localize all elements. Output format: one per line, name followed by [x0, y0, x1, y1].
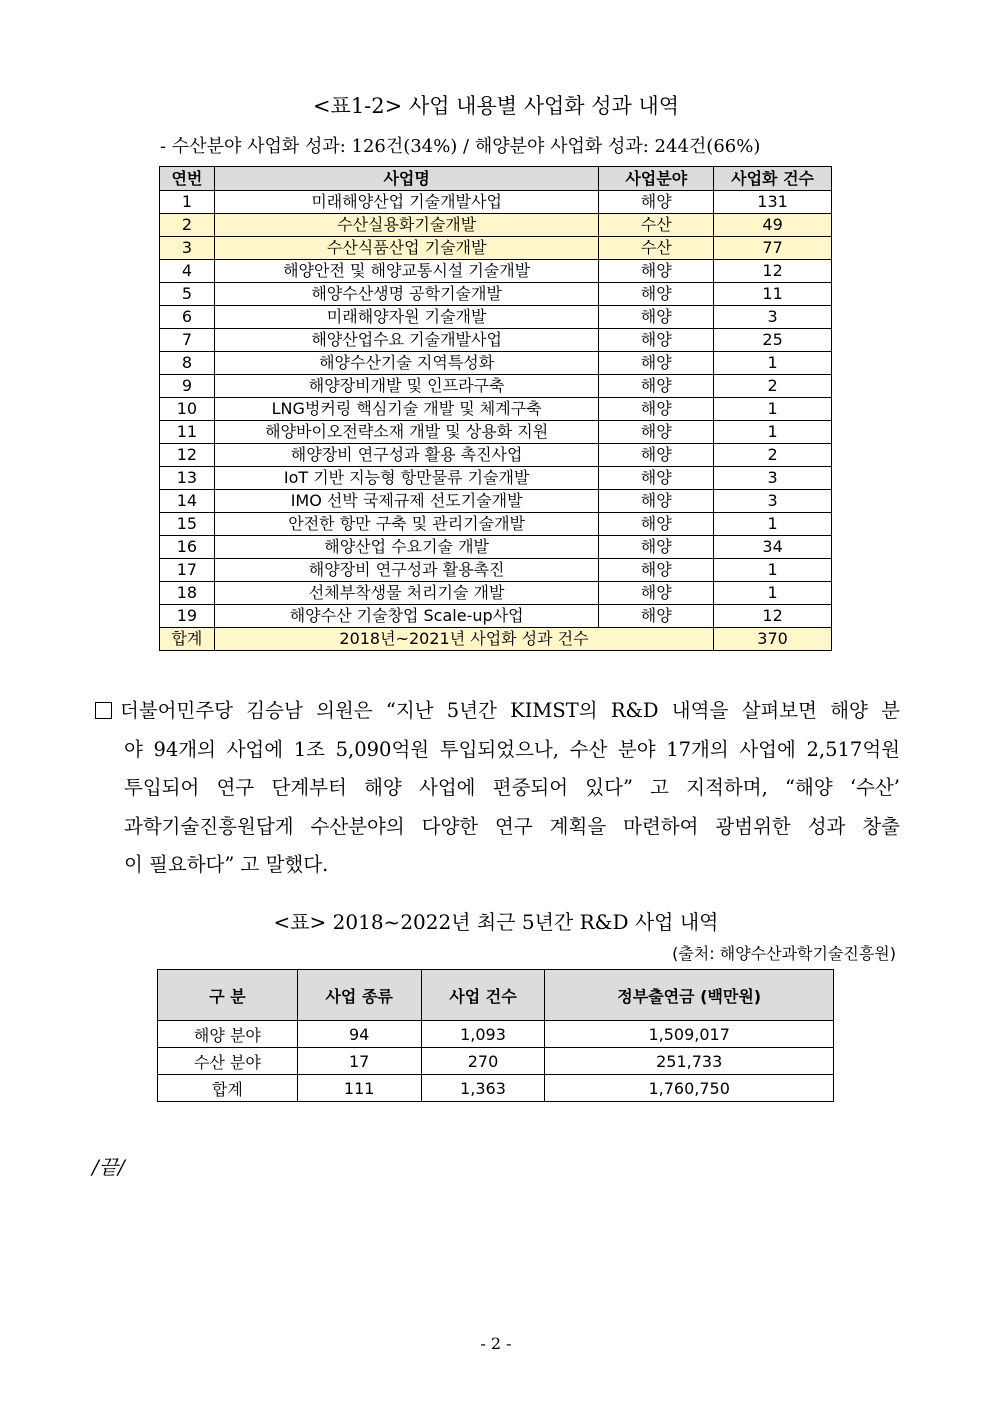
cell-field: 수산 — [599, 237, 714, 260]
cell-count: 2 — [714, 375, 832, 398]
cell-funding: 1,509,017 — [545, 1021, 834, 1048]
cell-count: 270 — [421, 1048, 545, 1075]
cell-count: 12 — [714, 605, 832, 628]
table-total-row — [160, 628, 832, 651]
cell-no: 14 — [160, 490, 215, 513]
cell-field: 해양 — [599, 375, 714, 398]
cell-no: 9 — [160, 375, 215, 398]
cell-field: 해양 — [599, 306, 714, 329]
table-row — [160, 444, 832, 467]
table-row — [160, 536, 832, 559]
cell-count: 1 — [714, 398, 832, 421]
cell-no: 5 — [160, 283, 215, 306]
col-header-category: 구 분 — [158, 970, 298, 1021]
cell-field: 해양 — [599, 605, 714, 628]
table-row — [158, 1075, 834, 1102]
cell-project-name: 수산실용화기술개발 — [214, 214, 599, 237]
table-row — [160, 421, 832, 444]
cell-count: 77 — [714, 237, 832, 260]
cell-types: 94 — [297, 1021, 421, 1048]
cell-no: 15 — [160, 513, 215, 536]
cell-project-name: 해양장비 연구성과 활용 촉진사업 — [214, 444, 599, 467]
cell-project-name: 해양수산 기술창업 Scale-up사업 — [214, 605, 599, 628]
table1-title: <표1-2> 사업 내용별 사업화 성과 내역 — [312, 94, 680, 118]
cell-no: 17 — [160, 559, 215, 582]
cell-no: 7 — [160, 329, 215, 352]
cell-field: 해양 — [599, 559, 714, 582]
cell-no: 19 — [160, 605, 215, 628]
cell-count: 25 — [714, 329, 832, 352]
table-row — [160, 490, 832, 513]
cell-project-name: 해양산업수요 기술개발사업 — [214, 329, 599, 352]
cell-count: 49 — [714, 214, 832, 237]
table-row — [160, 605, 832, 628]
cell-count: 1 — [714, 421, 832, 444]
cell-field: 해양 — [599, 490, 714, 513]
cell-field: 해양 — [599, 513, 714, 536]
cell-count: 2 — [714, 444, 832, 467]
cell-no: 4 — [160, 260, 215, 283]
cell-no: 8 — [160, 352, 215, 375]
cell-no: 6 — [160, 306, 215, 329]
cell-count: 1 — [714, 352, 832, 375]
cell-no: 13 — [160, 467, 215, 490]
cell-count: 3 — [714, 467, 832, 490]
commentary-paragraph — [95, 692, 900, 885]
cell-types: 111 — [297, 1075, 421, 1102]
cell-project-name: 수산식품산업 기술개발 — [214, 237, 599, 260]
table-row — [160, 260, 832, 283]
cell-project-name: IoT 기반 지능형 항만물류 기술개발 — [214, 467, 599, 490]
table-row — [160, 467, 832, 490]
cell-project-name: 해양수산기술 지역특성화 — [214, 352, 599, 375]
cell-field: 해양 — [599, 536, 714, 559]
col-header-no: 연번 — [160, 167, 215, 191]
cell-category: 합계 — [158, 1075, 298, 1102]
table-header-row — [160, 167, 832, 191]
cell-no: 10 — [160, 398, 215, 421]
col-header-funding: 정부출연금 (백만원) — [545, 970, 834, 1021]
table-row — [158, 1021, 834, 1048]
table-row — [160, 398, 832, 421]
table-row — [160, 283, 832, 306]
cell-no: 18 — [160, 582, 215, 605]
table2-source: (출처: 해양수산과학기술진흥원) — [672, 944, 896, 963]
cell-count: 3 — [714, 306, 832, 329]
cell-project-name: 해양장비 연구성과 활용촉진 — [214, 559, 599, 582]
cell-total-count: 370 — [714, 628, 832, 651]
table-row — [160, 352, 832, 375]
cell-count: 1 — [714, 513, 832, 536]
col-header-field: 사업분야 — [599, 167, 714, 191]
table1-subtitle: - 수산분야 사업화 성과: 126건(34%) / 해양분야 사업화 성과: 244건(66%) — [160, 136, 761, 157]
cell-count: 1 — [714, 582, 832, 605]
cell-field: 해양 — [599, 467, 714, 490]
cell-count: 12 — [714, 260, 832, 283]
table-header-row — [158, 970, 834, 1021]
cell-count: 1,363 — [421, 1075, 545, 1102]
paragraph-line: 투입되어 연구 단계부터 해양 사업에 편중되어 있다” 고 지적하며, “해양 ‘수산’ — [124, 776, 900, 799]
cell-field: 해양 — [599, 352, 714, 375]
cell-category: 해양 분야 — [158, 1021, 298, 1048]
paragraph-line: 이 필요하다” 고 말했다. — [124, 853, 329, 876]
col-header-types: 사업 종류 — [297, 970, 421, 1021]
cell-field: 해양 — [599, 398, 714, 421]
table-row — [160, 214, 832, 237]
cell-total-desc: 2018년~2021년 사업화 성과 건수 — [214, 628, 713, 651]
cell-total-label: 합계 — [160, 628, 215, 651]
cell-field: 해양 — [599, 283, 714, 306]
page-number: - 2 - — [480, 1334, 512, 1353]
table-row — [160, 375, 832, 398]
cell-no: 16 — [160, 536, 215, 559]
cell-field: 해양 — [599, 191, 714, 214]
cell-field: 해양 — [599, 582, 714, 605]
cell-count: 3 — [714, 490, 832, 513]
cell-no: 12 — [160, 444, 215, 467]
cell-project-name: 안전한 항만 구축 및 관리기술개발 — [214, 513, 599, 536]
cell-count: 1,093 — [421, 1021, 545, 1048]
cell-types: 17 — [297, 1048, 421, 1075]
cell-field: 해양 — [599, 260, 714, 283]
cell-project-name: 선체부착생물 처리기술 개발 — [214, 582, 599, 605]
table-row — [160, 559, 832, 582]
col-header-name: 사업명 — [214, 167, 599, 191]
cell-no: 1 — [160, 191, 215, 214]
cell-field: 수산 — [599, 214, 714, 237]
cell-funding: 251,733 — [545, 1048, 834, 1075]
end-mark: /끝/ — [92, 1155, 125, 1179]
cell-field: 해양 — [599, 329, 714, 352]
cell-count: 1 — [714, 559, 832, 582]
cell-no: 3 — [160, 237, 215, 260]
cell-project-name: 미래해양자원 기술개발 — [214, 306, 599, 329]
cell-project-name: IMO 선박 국제규제 선도기술개발 — [214, 490, 599, 513]
cell-field: 해양 — [599, 444, 714, 467]
col-header-count: 사업 건수 — [421, 970, 545, 1021]
cell-count: 131 — [714, 191, 832, 214]
col-header-count: 사업화 건수 — [714, 167, 832, 191]
cell-project-name: 해양장비개발 및 인프라구축 — [214, 375, 599, 398]
table-row — [158, 1048, 834, 1075]
table-row — [160, 306, 832, 329]
checkbox-bullet-icon — [95, 702, 112, 719]
cell-no: 2 — [160, 214, 215, 237]
table2 — [157, 969, 834, 1102]
paragraph-line: 과학기술진흥원답게 수산분야의 다양한 연구 계획을 마련하여 광범위한 성과 창출 — [124, 814, 900, 838]
cell-project-name: LNG벙커링 핵심기술 개발 및 체계구축 — [214, 398, 599, 421]
table-row — [160, 513, 832, 536]
cell-project-name: 미래해양산업 기술개발사업 — [214, 191, 599, 214]
table-row — [160, 191, 832, 214]
cell-no: 11 — [160, 421, 215, 444]
table-row — [160, 329, 832, 352]
cell-count: 34 — [714, 536, 832, 559]
cell-project-name: 해양바이오전략소재 개발 및 상용화 지원 — [214, 421, 599, 444]
paragraph-line: 야 94개의 사업에 1조 5,090억원 투입되었으나, 수산 분야 17개의 사업에 2,517억원 — [124, 737, 900, 761]
cell-count: 11 — [714, 283, 832, 306]
table-row — [160, 582, 832, 605]
cell-field: 해양 — [599, 421, 714, 444]
paragraph-line: 더불어민주당 김승남 의원은 “지난 5년간 KIMST의 R&D 내역을 살펴보면 해양 분 — [95, 692, 900, 731]
cell-category: 수산 분야 — [158, 1048, 298, 1075]
table-row — [160, 237, 832, 260]
cell-project-name: 해양안전 및 해양교통시설 기술개발 — [214, 260, 599, 283]
table2-title: <표> 2018~2022년 최근 5년간 R&D 사업 내역 — [273, 910, 719, 934]
cell-funding: 1,760,750 — [545, 1075, 834, 1102]
cell-project-name: 해양산업 수요기술 개발 — [214, 536, 599, 559]
cell-project-name: 해양수산생명 공학기술개발 — [214, 283, 599, 306]
table1 — [159, 166, 832, 651]
